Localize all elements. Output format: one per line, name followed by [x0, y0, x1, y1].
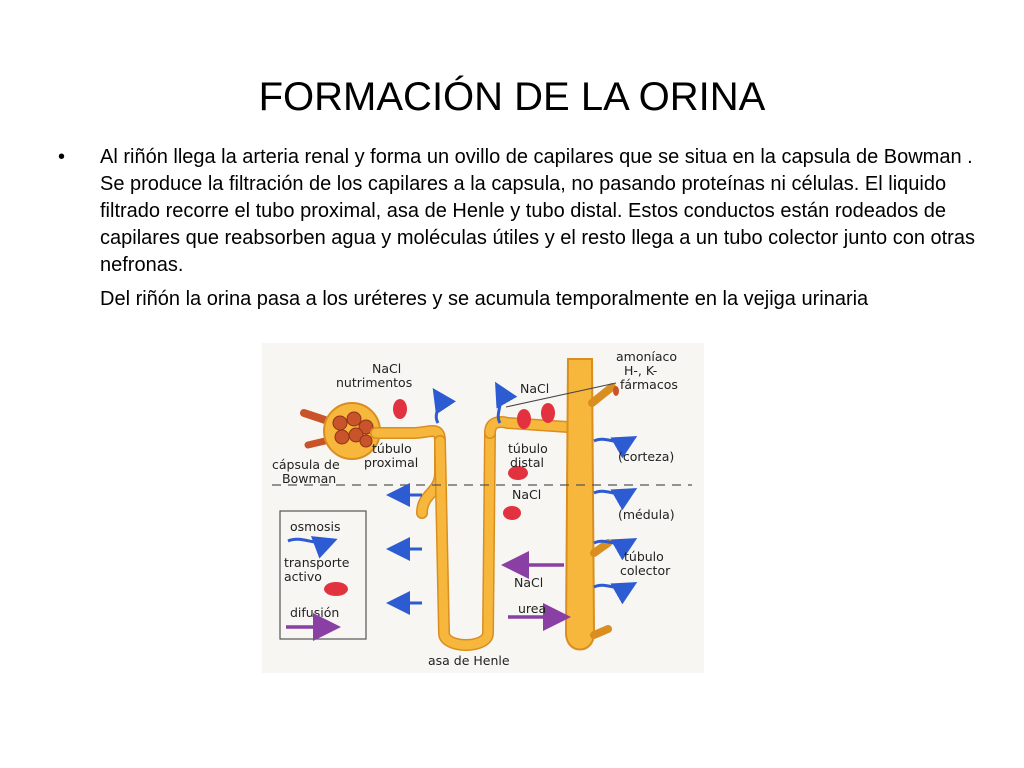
label-tubulo-proximal-2: proximal — [364, 455, 419, 470]
legend-activo: activo — [284, 569, 322, 584]
label-corteza: (corteza) — [618, 449, 675, 464]
slide-title: FORMACIÓN DE LA ORINA — [258, 75, 766, 119]
label-asa-henle: asa de Henle — [428, 653, 510, 668]
label-tubulo-distal-2: distal — [510, 455, 544, 470]
legend-transporte: transporte — [284, 555, 350, 570]
label-nacl-top: NaCl — [520, 381, 550, 396]
label-nacl-1: NaCl — [372, 361, 402, 376]
label-h-k: H-, K- — [624, 363, 658, 378]
legend-osmosis-arrow — [288, 539, 332, 542]
label-tubulo-proximal-1: túbulo — [372, 441, 412, 456]
legend-osmosis: osmosis — [290, 519, 341, 534]
label-urea: urea — [518, 601, 547, 616]
label-nutrimentos: nutrimentos — [336, 375, 413, 390]
label-tubulo-colector-2: colector — [620, 563, 671, 578]
bullet-marker: • — [58, 146, 66, 168]
paragraph-urine-path: Del riñón la orina pasa a los uréteres y se acumula temporalmente en la vejiga urinaria — [100, 288, 869, 310]
label-medula: (médula) — [618, 507, 675, 522]
legend-active-drop — [324, 582, 348, 596]
label-bowman: Bowman — [282, 471, 337, 486]
paragraph-filtration: Al riñón llega la arteria renal y forma un ovillo de capilares que se situa en la capsula de Bowman . Se produce la filtración de los capilares a la capsula, no pasando proteínas ni células. El liquido filtrado recorre el tubo proximal, asa de Henle y tubo distal. Estos conductos están rodeados de capilares que reabsorben agua y moléculas útiles y el resto llega a un tubo colector junto con otras nefronas. — [100, 146, 975, 276]
label-tubulo-distal-1: túbulo — [508, 441, 548, 456]
label-nacl-low: NaCl — [514, 575, 544, 590]
label-capsula: cápsula de — [272, 457, 340, 472]
label-amoniaco: amoníaco — [616, 349, 678, 364]
legend — [280, 511, 366, 639]
legend-difusion: difusión — [290, 605, 340, 620]
label-farmacos: fármacos — [620, 377, 678, 392]
nephron-diagram — [262, 343, 704, 673]
nephron-svg — [262, 343, 704, 673]
label-tubulo-colector-1: túbulo — [624, 549, 664, 564]
label-nacl-mid: NaCl — [512, 487, 542, 502]
